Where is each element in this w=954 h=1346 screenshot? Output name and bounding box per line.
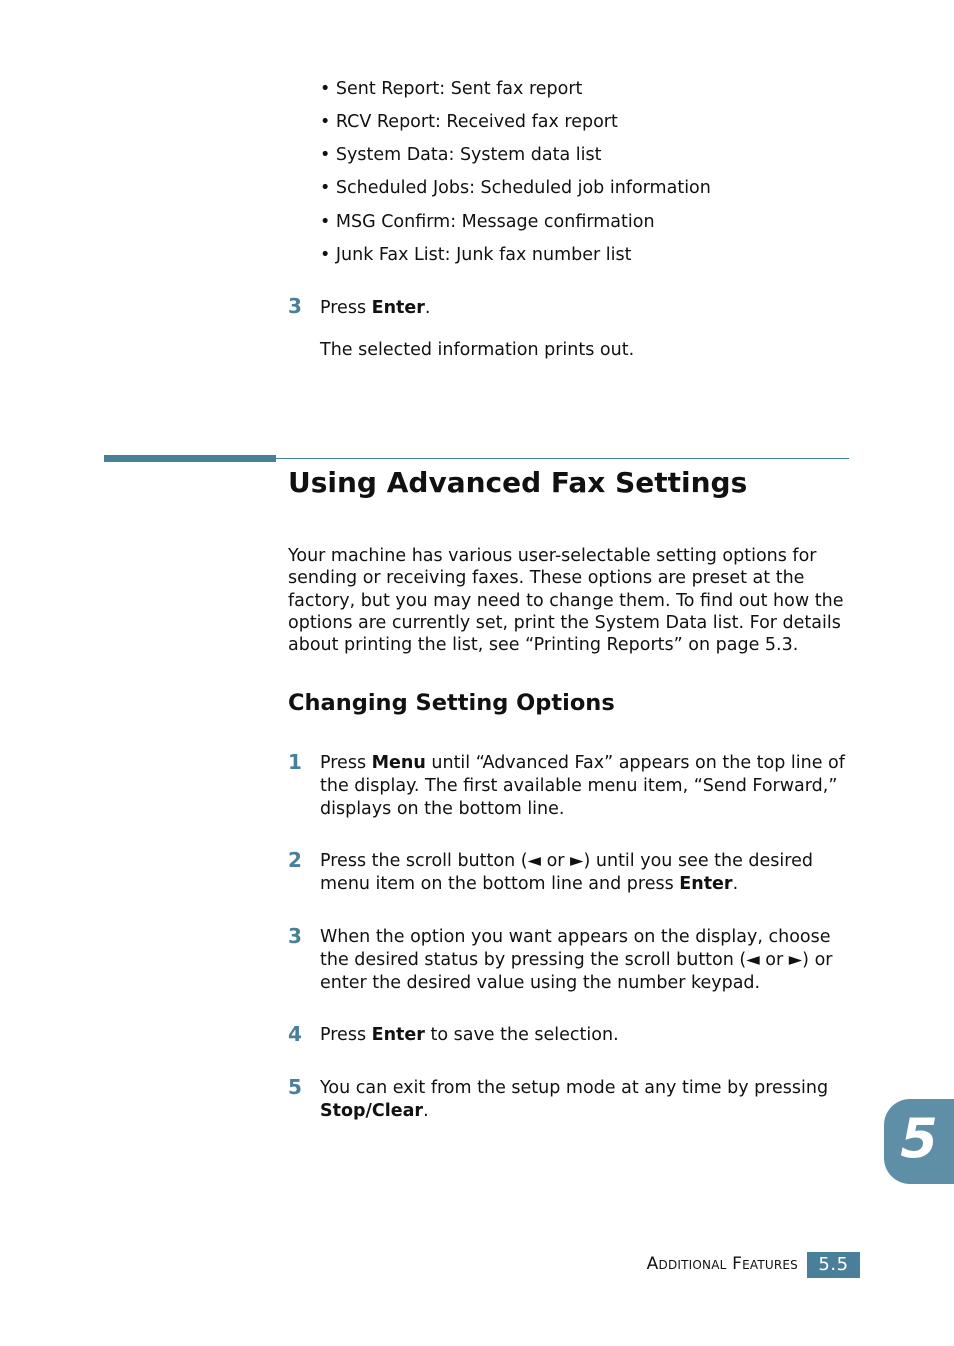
section-rule-thick: [104, 455, 276, 462]
footer-section-label: Additional Features: [646, 1254, 798, 1274]
step-text-bold: Menu: [371, 753, 426, 773]
step-text-bold: Enter: [371, 1025, 425, 1045]
intro-paragraph: Your machine has various user-selectable setting options for sending or receiving faxes. These options are preset at the factory, but you may need to change them. To find out how the options are currently set, print the System Data list. For details about printing the list, see “Printing Reports” on page 5.3.: [288, 546, 844, 656]
list-item: • RCV Report: Received fax report: [320, 112, 618, 132]
list-item: • Junk Fax List: Junk fax number list: [320, 245, 632, 265]
step-text-pre: Press: [320, 753, 372, 773]
page-number: 5.5: [807, 1252, 860, 1278]
section-rule-thin: [276, 458, 849, 459]
step-number: 2: [288, 848, 302, 872]
step-text-pre: Press: [320, 1025, 372, 1045]
step-text-post: until “Advanced Fax” appears on the top line of the display. The first available menu item, “Send Forward,” displays on the bottom line.: [320, 753, 845, 819]
step-number: 5: [288, 1075, 302, 1099]
step-text: [320, 926, 850, 995]
list-item: • Sent Report: Sent fax report: [320, 79, 583, 99]
section-title: Using Advanced Fax Settings: [288, 466, 748, 499]
step-text-post: .: [423, 1101, 429, 1121]
chapter-number: 5: [900, 1107, 938, 1170]
list-item: • System Data: System data list: [320, 145, 602, 165]
list-item: • Scheduled Jobs: Scheduled job information: [320, 178, 711, 198]
step-text-bold: Enter: [679, 874, 733, 894]
chapter-tab: [884, 1099, 954, 1184]
step-text-bold: Stop/Clear: [320, 1101, 424, 1121]
step-text-post: .: [424, 298, 431, 318]
step-text: [320, 1077, 850, 1123]
step-text-pre: You can exit from the setup mode at any time by pressing: [320, 1078, 829, 1098]
step-number: 3: [288, 294, 302, 318]
step-text: [320, 1024, 850, 1047]
subsection-title: Changing Setting Options: [288, 690, 615, 716]
step-text-pre: Press: [320, 298, 372, 318]
step-result: The selected information prints out.: [320, 340, 635, 360]
step-text-pre: When the option you want appears on the display, choose the desired status by pressing the scroll button (◄ or ►) or enter the desired value using the number keypad.: [320, 927, 833, 993]
step-text: [320, 850, 850, 896]
step-number: 4: [288, 1022, 302, 1046]
step-text-bold: Enter: [371, 298, 425, 318]
step-text-post: to save the selection.: [424, 1025, 619, 1045]
step-text: [320, 752, 850, 821]
step-number: 1: [288, 750, 302, 774]
step-text-pre: Press the scroll button (◄ or ►) until you see the desired menu item on the bottom line and press: [320, 851, 813, 894]
step-text: [320, 297, 850, 320]
list-item: • MSG Confirm: Message confirmation: [320, 212, 655, 232]
step-text-post: .: [732, 874, 739, 894]
step-number: 3: [288, 924, 302, 948]
